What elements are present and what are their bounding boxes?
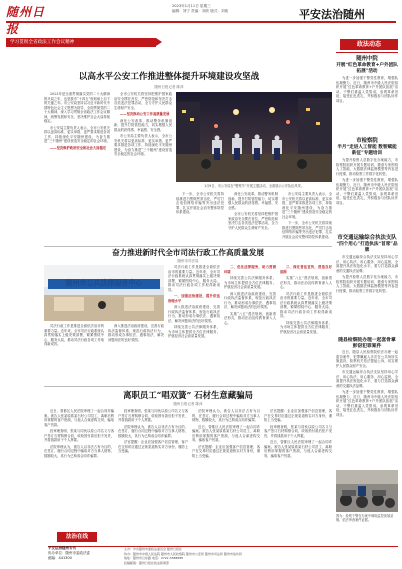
article1-col-5 <box>282 192 332 242</box>
news3-paragraph: 市交通运输综合执法支队坚持用心学法、用心执法、用心服务、用心监督，全面提升执法规范化水平，着力打造群众满意的交通执法品牌。 <box>336 255 398 273</box>
news2-paragraph: 为提升检察人员数字化办案能力，市检察院组织开展专题培训，邀请专家围绕人工智能、大数据法律监督模型等内容进行授课，推动检察工作数字化转型。 <box>336 158 398 176</box>
article2-subhead: 一、加强法治建设，提升依法治理水平 <box>168 294 220 303</box>
footer-postcode: 邮编：441300 <box>48 556 72 560</box>
article3-paragraph: 经审理查明，张某与同伙以原公司名义与客户签订石材购销合同，收取预付款后拒不发货，并将钱款用于个人挥霍。 <box>264 424 332 438</box>
article2-paragraph: 持续完善公共法律服务体系，为市场主体提供全方位法律服务，护航经济社会高质量发展。 <box>168 325 220 338</box>
article2-col-2 <box>108 324 164 380</box>
article3-col-1 <box>44 409 114 527</box>
article1-col-3 <box>176 192 224 242</box>
news1-paragraph: 为进一步加强干警党性教育，增强队伍凝聚力，近日，随州市中级人民法院组织开展“红色革命教育+户外团队拓展”活动，干警们重温入党誓词，参观革命旧址，接受红色洗礼，并积极参与团队协作项目。 <box>336 76 398 103</box>
news4-photo-caption: 图为：检察干警在办案中调取监控视频录像，依法审查案件证据。 <box>336 514 394 523</box>
header-editors: 编辑：刘宁 责编：刘欣 版式：刘欢 <box>172 9 229 13</box>
article1-paragraph: 市公安局主要负责人表示，全市公安机关将以更高标准、更实举措、更严要求推进各项工作，持续深化平安随州建设，为奋力推进“三个随州”建设营造安全稳定的社会环境。 <box>282 192 332 219</box>
article1-headline: 以高水平公安工作推进整体提升环境建设攻坚战 <box>78 72 260 82</box>
footer-email: 投稿邮箱：随州日报社政法新闻部 <box>124 560 170 565</box>
article3-col-4 <box>264 409 332 527</box>
article1-paragraph: 市公安局主要负责人表示，全市公安机关将以更高标准、更实举措、更严要求推进各项工作，持续深化平安随州建设，为奋力推进“三个随州”建设营造安全稳定的社会环境。 <box>44 125 110 143</box>
header-date: 2023年1月11日 星期三 <box>172 4 211 8</box>
article2-paragraph: 实施“八五”普法规划，创新普法形式，推动法治宣传教育深入人心。 <box>224 311 276 325</box>
article1-subhead: ——坚决维护政治安全和社会大局稳定 <box>50 145 107 150</box>
news-rule <box>336 52 398 53</box>
article3-paragraph: 法官提醒：企业应加强客户信息管理，客户在交易时应通过正规渠道核实对方身份，谨防上当受骗。 <box>118 440 188 453</box>
footer-host: 主办：中共随州市委政法委员会 随州日报社 <box>124 547 182 551</box>
article1-byline: 随州日报记者 陈萍 <box>154 85 184 89</box>
article3-col-2 <box>118 409 188 527</box>
article2-paragraph: 司法行政工作是推进全面依法治市的重要力量。近年来，全市司法行政系统认真贯彻落实上级决策部署，紧紧围绕中心、服务大局，推动司法行政各项工作取得新成效。 <box>168 265 220 292</box>
article3-paragraph: 法官提醒：企业应加强客户信息管理，客户在交易时应通过正规渠道核实对方身份，谨防上当受骗。 <box>192 444 260 458</box>
topic-banner: 学习贯彻全省政法工作会议精神 <box>6 38 156 47</box>
footer-address: 地址：随州市汉东路 电话：0722-3588888 <box>124 556 184 561</box>
article1-paragraph: 市公安局主要负责人表示，全市公安机关将以更高标准、更实举措、更严要求推进各项工作，持续深化平安随州建设，为奋力推进“三个随州”建设营造安全稳定的社会环境。 <box>114 134 172 156</box>
article1-paragraph: 下一步，全市公安机关将持续推进扫黑除恶常态化，严厉打击电信网络诈骗等突出违法犯罪，扎实开展社会治安整体防控体系建设。 <box>282 221 332 239</box>
article3-paragraph: 法院审理认为，被告人以非法占有为目的，在签订、履行合同过程中骗取对方当事人财物，数额较大，其行为已构成合同诈骗罪。 <box>192 409 260 422</box>
article2-photo <box>44 265 164 321</box>
news4-body <box>336 350 398 468</box>
news4-paragraph: 为进一步加强干警党性教育，增强队伍凝聚力，近日，随州市中级人民法院组织开展“红色革命教育+户外团队拓展”活动，干警们重温入党誓词，参观革命旧址，接受红色洗礼，并积极参与团队协作项目。 <box>336 390 398 417</box>
article2-byline: 随州市司法局 <box>177 259 199 263</box>
article2-headline: 奋力推进新时代全市司法行政工作高质量发展 <box>112 248 264 257</box>
police-night-street-image <box>176 92 332 182</box>
footer-right <box>124 547 398 565</box>
news1-headline: 开展“红色革命教育+户外团队拓展”活动 <box>336 63 398 74</box>
news4-headline: 随县检察院办理一起套骨掌彭窃犯罪案件 <box>338 337 396 349</box>
article2-paragraph: 持续完善公共法律服务体系，为市场主体提供全方位法律服务，护航经济社会高质量发展。 <box>224 276 276 289</box>
news3-paragraph: 为提升检察人员数字化办案能力，市检察院组织开展专题培训，邀请专家围绕人工智能、大数据法律监督模型等内容进行授课，推动检察工作数字化转型。 <box>336 275 398 293</box>
news4-photo <box>336 470 398 512</box>
news4-paragraph: 近日，随县人民检察院依法办理一起盗窃案件，犯罪嫌疑人多次在公共场所实施盗窃，检察机关依法提起公诉，切实维护人民群众财产安全。 <box>336 350 398 368</box>
article1-col-4 <box>228 192 278 242</box>
news2-paragraph: 为进一步加强干警党性教育，增强队伍凝聚力，近日，随州市中级人民法院组织开展“红色革命教育+户外团队拓展”活动，干警们重温入党誓词，参观革命旧址，接受红色洗礼，并积极参与团队协作项目。 <box>336 178 398 205</box>
news4-paragraph: 市交通运输综合执法支队坚持用心学法、用心执法、用心服务、用心监督，全面提升执法规范化水平，着力打造群众满意的交通执法品牌。 <box>336 370 398 388</box>
footer-left <box>48 546 120 566</box>
section-title: 平安法治随州 <box>299 8 365 21</box>
news-briefs-header: 政法动态 <box>340 39 398 50</box>
news1-body <box>336 76 398 136</box>
banner-arrow <box>156 38 162 46</box>
article2-paragraph: 深入推进法治政府建设，完善行政执法监督体系，规范行政执法行为，推动形成办事依法、遇事找法、解决问题用法的良好氛围。 <box>168 305 220 323</box>
evidence-motorcycles-image <box>336 470 398 512</box>
article1-photo-caption: 1月9日，市公安局在“警察节”开展主题活动，全面展示公安队伍风采。 <box>204 184 304 188</box>
section-divider <box>44 386 332 387</box>
article2-paragraph: 深入推进法治政府建设，完善行政执法监督体系，规范行政执法行为，推动形成办事依法、遇事找法、解决问题用法的良好氛围。 <box>108 324 164 342</box>
section-divider <box>44 246 332 247</box>
article2-paragraph: 司法行政工作是推进全面依法治市的重要力量。近年来，全市司法行政系统认真贯彻落实上级决策部署，紧紧围绕中心、服务大局，推动司法行政各项工作取得新成效。 <box>44 324 104 346</box>
article2-paragraph: 持续完善公共法律服务体系，为市场主体提供全方位法律服务，护航经济社会高质量发展。 <box>280 320 332 334</box>
legal-service-center-image <box>44 265 164 321</box>
article2-col-1 <box>44 324 104 380</box>
article2-subhead: 三、深化普法宣传，营造良好氛围 <box>280 265 332 274</box>
article3-paragraph: 近日，曾都区人民法院审理了一起合同诈骗案。被告人张某原系某石材公司员工，离职后利用掌握的客户资源，与他人合谋虚构交易，骗取客户货款。 <box>44 409 114 427</box>
article2-paragraph: 深入推进法治政府建设，完善行政执法监督体系，规范行政执法行为，推动形成办事依法、遇事找法、解决问题用法的良好氛围。 <box>224 291 276 309</box>
article3-paragraph: 近日，曾都区人民法院审理了一起合同诈骗案。被告人张某原系某石材公司员工，离职后利用掌握的客户资源，与他人合谋虚构交易，骗取客户货款。 <box>264 440 332 458</box>
article1-paragraph: 全市公安机关将坚持把维护国家政治安全摆在首位，严密防范和坚决打击各类违法犯罪活动，全力守护人民群众生命财产安全。 <box>114 92 172 110</box>
law-online-tag: 法治在线 <box>57 532 97 542</box>
article3-paragraph: 经审理查明，张某与同伙以原公司名义与客户签订石材购销合同，收取预付款后拒不发货，并将钱款用于个人挥霍。 <box>44 429 114 442</box>
article2-paragraph: 司法行政工作是推进全面依法治市的重要力量。近年来，全市司法行政系统认真贯彻落实上级决策部署，紧紧围绕中心、服务大局，推动司法行政各项工作取得新成效。 <box>280 291 332 318</box>
header-meta <box>172 4 228 14</box>
article3-headline: 离职员工“唱双簧” 石材生意藏骗局 <box>123 390 253 400</box>
footer-column-title: 平安法治随州专刊 <box>48 546 76 550</box>
news2-kicker: 市检察院 <box>356 138 378 144</box>
article3-paragraph: 法官提醒：企业应加强客户信息管理，客户在交易时应通过正规渠道核实对方身份，谨防上当受骗。 <box>264 409 332 422</box>
article1-col-2 <box>114 92 172 242</box>
article2-col-5 <box>280 265 332 380</box>
article2-col-3 <box>168 265 220 380</box>
article1-photo <box>176 92 332 182</box>
newspaper-logo: 随州日报 <box>6 5 46 36</box>
article3-paragraph: 经审理查明，张某与同伙以原公司名义与客户签订石材购销合同，收取预付款后拒不发货，并将钱款用于个人挥霍。 <box>118 409 188 422</box>
article3-col-3 <box>192 409 260 527</box>
news2-body <box>336 158 398 232</box>
footer-coorganizers: 协办：随州市中级人民法院 随州市人民检察院 随州市公安局 随州市司法局 随州市信访局 <box>124 551 242 556</box>
article3-paragraph: 法院审理认为，被告人以非法占有为目的，在签订、履行合同过程中骗取对方当事人财物，数额较大，其行为已构成合同诈骗罪。 <box>118 424 188 438</box>
article2-subhead: 二、优化法律服务，助力营商环境 <box>224 265 276 274</box>
news2-headline: 半月“走进人工智能 数智赋能新征”专题培训 <box>337 145 397 156</box>
article2-col-4 <box>224 265 276 380</box>
footer-sponsor: 协办单位：随州市委政法委 <box>48 551 90 555</box>
article1-paragraph: 下一步，全市公安机关将持续推进扫黑除恶常态化，严厉打击电信网络诈骗等突出违法犯罪，扎实开展社会治安整体防控体系建设。 <box>176 192 224 214</box>
news1-kicker: 随州中院 <box>356 56 378 62</box>
top-rule <box>6 21 396 23</box>
article1-paragraph: 深化公安改革，推动警务机制创新，提升打防管控能力，切实增强人民群众的获得感、幸福感、安全感。 <box>114 118 172 132</box>
news3-body <box>336 255 398 335</box>
service-center-sign: 随州市公共法律服务中心 <box>65 279 143 287</box>
article1-paragraph: 深化公安改革，推动警务机制创新，提升打防管控能力，切实增强人民群众的获得感、幸福感、安全感。 <box>228 192 278 210</box>
article1-subhead: ——坚决推动公安工作高质量发展 <box>120 112 170 116</box>
article1-col-1 <box>44 92 110 242</box>
article3-byline: 随州日报记者 陈萍 <box>173 402 203 406</box>
article2-paragraph: 实施“八五”普法规划，创新普法形式，推动法治宣传教育深入人心。 <box>280 276 332 289</box>
news3-kicker: 市交通运输综合执法支队 <box>337 235 397 241</box>
article3-paragraph: 法院审理认为，被告人以非法占有为目的，在签订、履行合同过程中骗取对方当事人财物，数额较大，其行为已构成合同诈骗罪。 <box>44 444 114 458</box>
article3-paragraph: 近日，曾都区人民法院审理了一起合同诈骗案。被告人张某原系某石材公司员工，离职后利用掌握的客户资源，与他人合谋虚构交易，骗取客户货款。 <box>192 424 260 442</box>
article1-paragraph: 全市公安机关将坚持把维护国家政治安全摆在首位，严密防范和坚决打击各类违法犯罪活动，全力守护人民群众生命财产安全。 <box>228 212 278 230</box>
news3-headline: “四个用心”打造执法“首席”品牌 <box>336 242 398 253</box>
article1-paragraph: 2023年是全面贯彻落实党的二十大精神的开局之年，也是我市“十四五”规划承上启下的关键之年。市公安局坚持以习近平新时代中国特色社会主义思想为指导，全面贯彻党的二十大精神，深入学习贯彻全省政法工作会议精神，统筹发展和安全，坚决维护社会大局持续稳定。 <box>44 92 110 123</box>
